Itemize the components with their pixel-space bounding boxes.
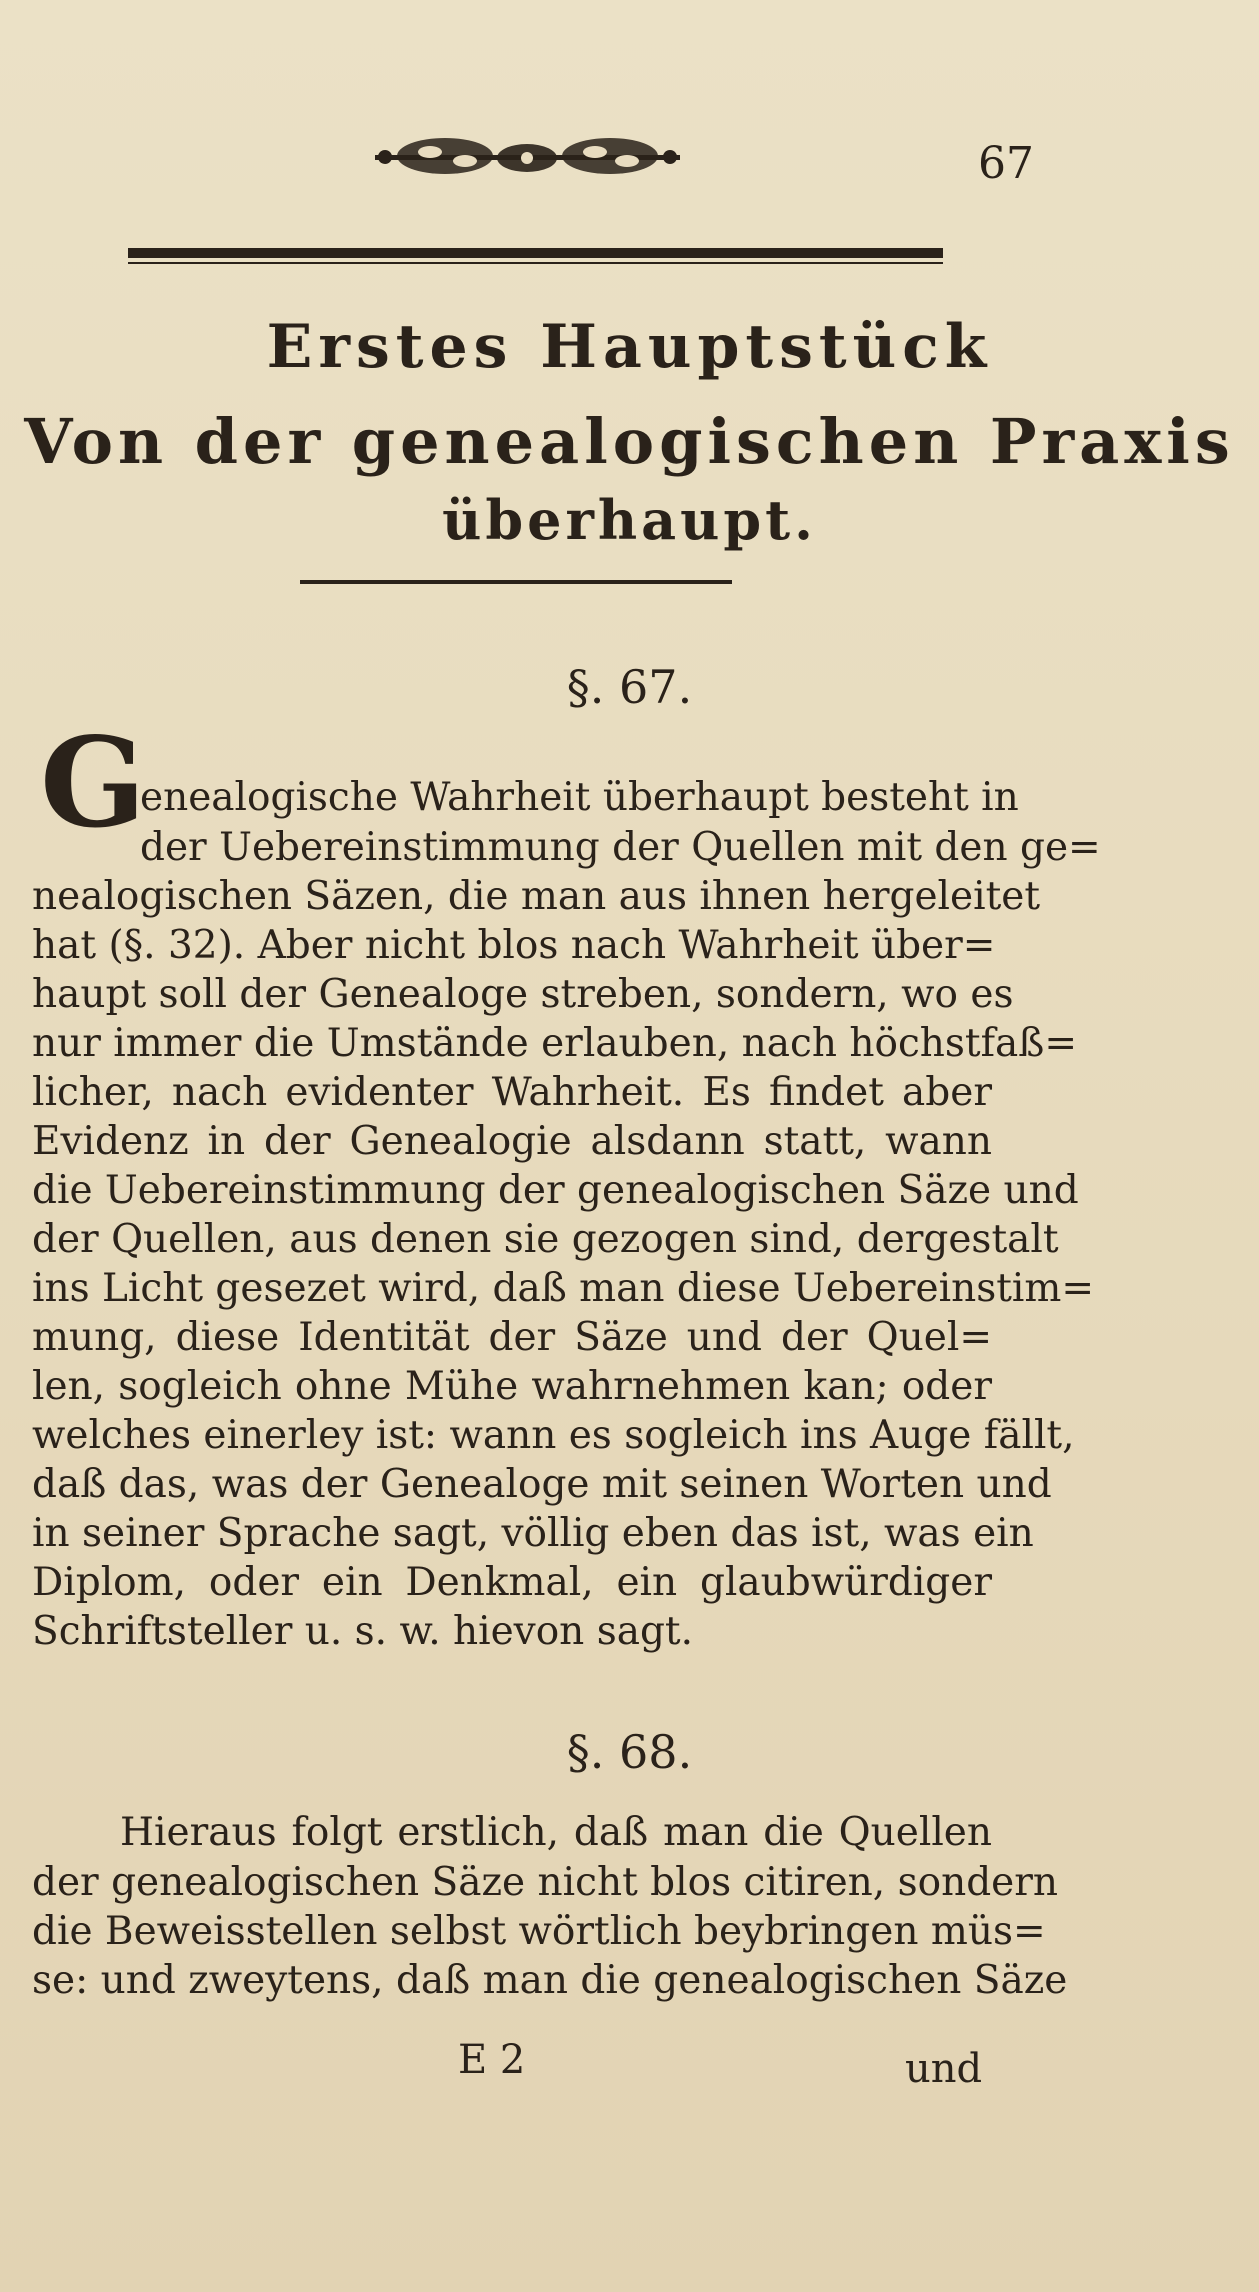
text-line: Diplom, oder ein Denkmal, ein glaubwürdiger: [32, 1560, 992, 1605]
text-line: Schriftsteller u. s. w. hievon sagt.: [32, 1609, 694, 1654]
text-line: se: und zweytens, daß man die genealogischen Säze: [32, 1958, 1068, 2003]
text-line: mung, diese Identität der Säze und der Quel=: [32, 1315, 992, 1360]
title-rule: [300, 580, 732, 584]
text-line: die Beweisstellen selbst wörtlich beybringen müs=: [32, 1909, 1046, 1954]
section-heading: §. 67.: [566, 660, 693, 714]
text-line: nealogischen Säzen, die man aus ihnen hergeleitet: [32, 874, 1041, 919]
catchword: und: [905, 2046, 983, 2092]
text-line: Hieraus folgt erstlich, daß man die Quellen: [120, 1810, 992, 1855]
text-line: hat (§. 32). Aber nicht blos nach Wahrheit über=: [32, 923, 996, 968]
text-line: nur immer die Umstände erlauben, nach höchstfaß=: [32, 1021, 1078, 1066]
ornament-icon: [375, 128, 680, 188]
text-line: ins Licht gesezet wird, daß man diese Uebereinstim=: [32, 1266, 1095, 1311]
header-rule: [128, 248, 943, 258]
text-line: der Uebereinstimmung der Quellen mit den ge=: [140, 825, 1101, 870]
page-number: 67: [978, 138, 1034, 189]
text-line: Evidenz in der Genealogie alsdann statt, wann: [32, 1119, 992, 1164]
text-line: die Uebereinstimmung der genealogischen Säze und: [32, 1168, 1079, 1213]
text-line: in seiner Sprache sagt, völlig eben das ist, was ein: [32, 1511, 1034, 1556]
text-line: haupt soll der Genealoge streben, sondern, wo es: [32, 972, 1014, 1017]
text-line: licher, nach evidenter Wahrheit. Es findet aber: [32, 1070, 992, 1115]
signature-mark: E 2: [458, 2037, 526, 2083]
chapter-title-line-2: Von der genealogischen Praxis: [24, 405, 1235, 478]
drop-capital: G: [40, 711, 146, 856]
header-rule-thin: [128, 262, 943, 264]
text-line: der genealogischen Säze nicht blos citiren, sondern: [32, 1860, 1058, 1905]
chapter-title-line-3: überhaupt.: [442, 488, 817, 552]
text-line: enealogische Wahrheit überhaupt besteht in: [140, 775, 1019, 820]
section-heading: §. 68.: [566, 1725, 693, 1779]
text-line: der Quellen, aus denen sie gezogen sind, dergestalt: [32, 1217, 1059, 1262]
chapter-title-line-1: Erstes Hauptstück: [266, 312, 993, 382]
text-line: len, sogleich ohne Mühe wahrnehmen kan; oder: [32, 1364, 992, 1409]
text-line: welches einerley ist: wann es sogleich ins Auge fällt,: [32, 1413, 1075, 1458]
text-line: daß das, was der Genealoge mit seinen Worten und: [32, 1462, 1052, 1507]
